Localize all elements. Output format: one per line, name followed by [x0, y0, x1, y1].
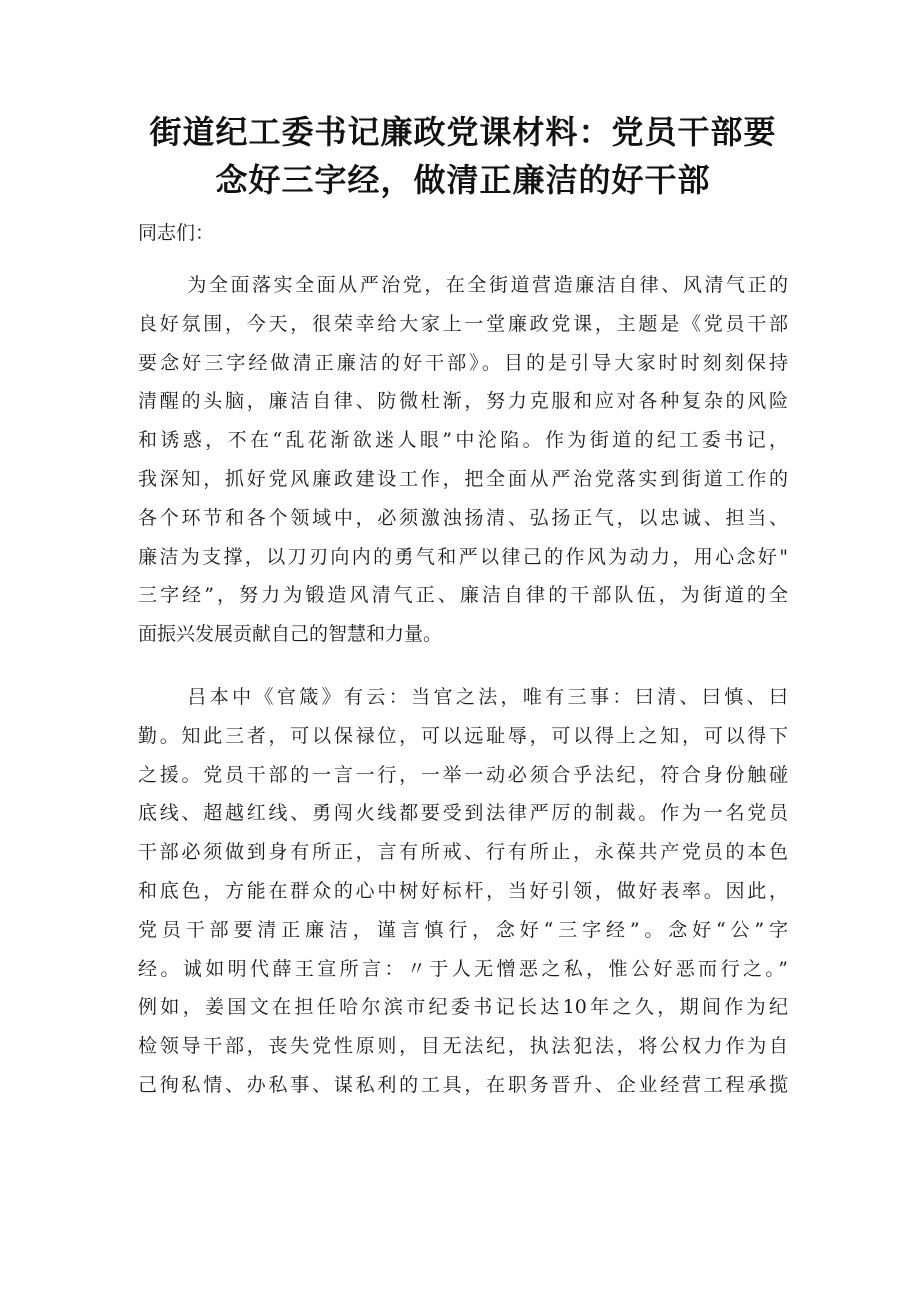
document-title — [138, 108, 788, 204]
paragraph-line: 我深知，抓好党风廉政建设工作，把全面从严治党落实到街道工作的 — [138, 467, 788, 490]
paragraph-line: 面振兴发展贡献自己的智慧和力量。 — [138, 623, 443, 646]
paragraph-line: 检领导干部，丧失党性原则，目无法纪，执法犯法，将公权力作为自 — [138, 1035, 788, 1058]
salutation: 同志们： — [138, 222, 215, 244]
paragraph-line: 和诱惑，不在“乱花渐欲迷人眼”中沦陷。作为街道的纪工委书记， — [138, 429, 788, 452]
paragraph-2 — [138, 678, 788, 1105]
paragraph-line: 吕本中《官箴》有云：当官之法，唯有三事：曰清、曰慎、曰 — [187, 685, 788, 708]
paragraph-1 — [138, 266, 788, 654]
paragraph-line: 廉洁为支撑，以刀刃向内的勇气和严以律己的作风为动力，用心念好" — [138, 545, 788, 568]
paragraph-line: 党员干部要清正廉洁，谨言慎行，念好“三字经”。念好“公”字 — [138, 918, 788, 941]
paragraph-line: 要念好三字经做清正廉洁的好干部》。目的是引导大家时时刻刻保持 — [138, 351, 788, 374]
paragraph-line: 各个环节和各个领域中，必须激浊扬清、弘扬正气，以忠诚、担当、 — [138, 506, 788, 529]
paragraph-line: 良好氛围，今天，很荣幸给大家上一堂廉政党课，主题是《党员干部 — [138, 312, 788, 335]
paragraph-line: 之援。党员干部的一言一行，一举一动必须合乎法纪，符合身份触碰 — [138, 763, 788, 786]
title-line-1: 街道纪工委书记廉政党课材料：党员干部要 — [149, 113, 777, 151]
title-line-2: 念好三字经，做清正廉洁的好干部 — [215, 161, 711, 199]
paragraph-line: 三字经”，努力为锻造风清气正、廉洁自律的干部队伍，为街道的全 — [138, 584, 788, 607]
paragraph-line: 经。诚如明代薛王宣所言：〃于人无憎恶之私，惟公好恶而行之。” — [138, 957, 788, 980]
paragraph-line: 干部必须做到身有所正，言有所戒、行有所止，永葆共产党员的本色 — [138, 841, 788, 864]
paragraph-line: 和底色，方能在群众的心中树好标杆，当好引领，做好表率。因此， — [138, 879, 788, 902]
paragraph-line: 勤。知此三者，可以保禄位，可以远耻辱，可以得上之知，可以得下 — [138, 724, 788, 747]
paragraph-line: 清醒的头脑，廉洁自律、防微杜渐，努力克服和应对各种复杂的风险 — [138, 390, 788, 413]
paragraph-line: 底线、超越红线、勇闯火线都要受到法律严厉的制裁。作为一名党员 — [138, 802, 788, 825]
paragraph-line: 己徇私情、办私事、谋私利的工具，在职务晋升、企业经营工程承揽 — [138, 1073, 788, 1096]
paragraph-line: 例如，姜国文在担任哈尔滨市纪委书记长达10年之久，期间作为纪 — [138, 996, 788, 1019]
paragraph-line: 为全面落实全面从严治党，在全街道营造廉洁自律、风清气正的 — [187, 274, 788, 296]
